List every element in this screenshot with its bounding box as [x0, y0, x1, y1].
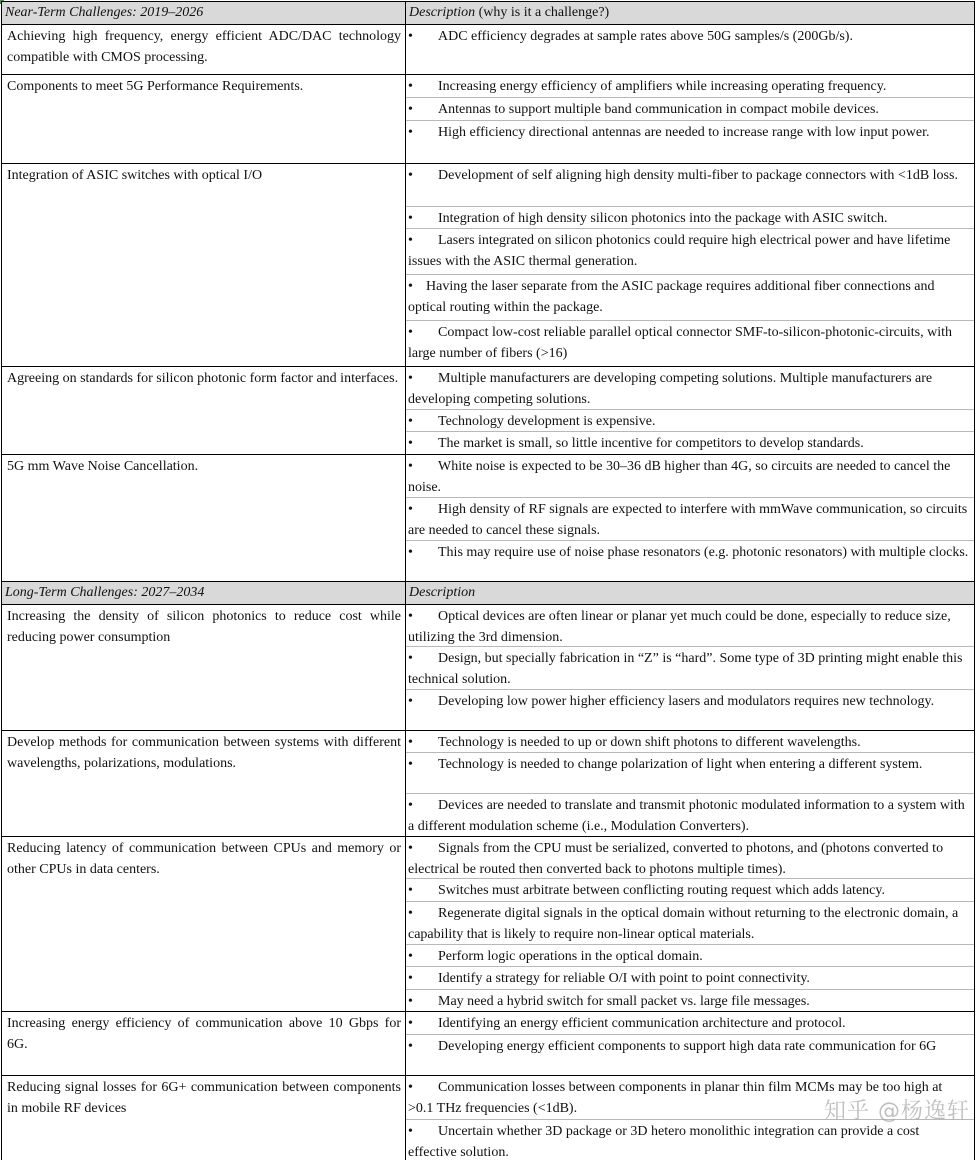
description-item	[406, 367, 974, 410]
challenge-row	[2, 164, 975, 367]
description-text: Signals from the CPU must be serialized, converted to photons, and (photons converted to electrical be routed then converted back to photons multiple times).	[408, 841, 944, 877]
description-text: The market is small, so little incentive for competitors to develop standards.	[438, 436, 864, 451]
near-term-header	[2, 2, 975, 25]
bullet: •	[408, 651, 413, 666]
challenge-row	[2, 837, 975, 1012]
bullet: •	[408, 1039, 413, 1054]
description-item	[406, 121, 974, 163]
description-text: Design, but specially fabrication in “Z” is “hard”. Some type of 3D printing might enable this technical solution.	[408, 651, 963, 687]
bullet: •	[408, 906, 413, 921]
challenge-title: 5G mm Wave Noise Cancellation.	[2, 455, 406, 581]
description-text: ADC efficiency degrades at sample rates above 50G samples/s (200Gb/s).	[438, 29, 853, 44]
description-header	[406, 2, 975, 24]
description-item	[406, 541, 974, 581]
description-item	[406, 410, 974, 432]
description-item	[406, 275, 974, 321]
bullet: •	[408, 994, 413, 1009]
challenge-row	[2, 455, 975, 582]
bullet: •	[408, 841, 413, 856]
description-text: Optical devices are often linear or planar yet much could be done, especially to reduce size, utilizing the 3rd dimension.	[408, 609, 951, 645]
description-item	[406, 731, 974, 753]
description-text: Lasers integrated on silicon photonics could require high electrical power and have lifetime issues with the ASIC thermal generation.	[408, 233, 951, 269]
description-text: White noise is expected to be 30–36 dB higher than 4G, so circuits are needed to cancel the noise.	[408, 459, 951, 495]
bullet: •	[408, 883, 413, 898]
description-item	[406, 990, 974, 1011]
description-text: Technology is needed to up or down shift photons to different wavelengths.	[438, 735, 861, 750]
description-text: Development of self aligning high density multi-fiber to package connectors with <1dB loss.	[438, 168, 958, 183]
description-text: Identifying an energy efficient communication architecture and protocol.	[438, 1016, 846, 1031]
description-item	[406, 229, 974, 275]
description-text: High efficiency directional antennas are needed to increase range with low input power.	[438, 125, 930, 140]
bullet: •	[408, 371, 413, 386]
description-text: Integration of high density silicon photonics into the package with ASIC switch.	[438, 211, 888, 226]
description-text: Switches must arbitrate between conflicting routing request which adds latency.	[438, 883, 885, 898]
challenge-title: Agreeing on standards for silicon photonic form factor and interfaces.	[2, 367, 406, 454]
challenge-title: Reducing signal losses for 6G+ communication between components in mobile RF devices	[2, 1076, 406, 1160]
description-item	[406, 1012, 974, 1035]
description-text: Antennas to support multiple band communication in compact mobile devices.	[438, 102, 879, 117]
description-item	[406, 879, 974, 902]
description-item	[406, 98, 974, 121]
description-item	[406, 1035, 974, 1075]
description-text: Identify a strategy for reliable O/I with point to point connectivity.	[438, 971, 810, 986]
challenge-description	[406, 164, 975, 366]
bullet: •	[408, 735, 413, 750]
bullet: •	[408, 168, 413, 183]
description-item	[406, 432, 974, 454]
bullet: •	[408, 545, 413, 560]
bullet: •	[408, 971, 413, 986]
challenge-description	[406, 25, 975, 74]
challenge-title: Integration of ASIC switches with optical I/O	[2, 164, 406, 366]
bullet: •	[408, 233, 413, 248]
description-text: This may require use of noise phase resonators (e.g. photonic resonators) with multiple clocks.	[438, 545, 969, 560]
description-item	[406, 647, 974, 690]
bullet: •	[408, 279, 413, 294]
description-item	[406, 753, 974, 794]
challenge-description	[406, 731, 975, 836]
bullet: •	[408, 414, 413, 429]
description-item	[406, 75, 974, 98]
description-item	[406, 794, 974, 836]
challenge-description	[406, 455, 975, 581]
description-text: High density of RF signals are expected to interfere with mmWave communication, so circuits are needed to cancel these signals.	[408, 502, 968, 538]
long-term-header	[2, 582, 975, 605]
near-term-header-label: Near-Term Challenges: 2019–2026	[2, 2, 406, 24]
challenge-description	[406, 837, 975, 1011]
description-item	[406, 498, 974, 541]
challenge-row	[2, 367, 975, 455]
challenge-title: Develop methods for communication between systems with different wavelengths, polarizations, modulations.	[2, 731, 406, 836]
bullet: •	[408, 1080, 413, 1095]
bullet: •	[408, 798, 413, 813]
description-item	[406, 690, 974, 730]
challenge-title: Components to meet 5G Performance Requirements.	[2, 75, 406, 163]
challenge-title: Achieving high frequency, energy efficient ADC/DAC technology compatible with CMOS processing.	[2, 25, 406, 74]
description-item	[406, 945, 974, 967]
challenge-row	[2, 1012, 975, 1076]
bullet: •	[408, 757, 413, 772]
description-item	[406, 321, 974, 366]
description-item	[406, 837, 974, 879]
description-text: May need a hybrid switch for small packet vs. large file messages.	[438, 994, 810, 1009]
challenge-description	[406, 75, 975, 163]
challenge-row	[2, 731, 975, 837]
description-text: Technology is needed to change polarization of light when entering a different system.	[438, 757, 923, 772]
bullet: •	[408, 29, 413, 44]
description-item	[406, 902, 974, 945]
description-text: Communication losses between components in planar thin film MCMs may be too high at >0.1 THz frequencies (<1dB).	[408, 1080, 943, 1116]
bullet: •	[408, 325, 413, 340]
description-text: Increasing energy efficiency of amplifiers while increasing operating frequency.	[438, 79, 887, 94]
challenge-title: Increasing energy efficiency of communication above 10 Gbps for 6G.	[2, 1012, 406, 1075]
description-item	[406, 967, 974, 990]
long-term-header-label: Long-Term Challenges: 2027–2034	[2, 582, 406, 604]
description-header: Description	[406, 582, 975, 604]
description-text: Developing low power higher efficiency lasers and modulators requires new technology.	[438, 694, 935, 709]
watermark: 知乎 @杨逸轩	[824, 1099, 970, 1124]
description-text: Regenerate digital signals in the optical domain without returning to the electronic domain, a capability that is likely to require non-linear optical materials.	[408, 906, 959, 942]
challenge-description	[406, 605, 975, 730]
description-header-note: (why is it a challenge?)	[478, 5, 610, 20]
challenge-row	[2, 75, 975, 164]
description-item	[406, 25, 974, 74]
description-text: Uncertain whether 3D package or 3D hetero monolithic integration can provide a cost effective solution.	[408, 1124, 920, 1160]
challenge-description	[406, 367, 975, 454]
description-item	[406, 1120, 974, 1160]
bullet: •	[408, 1124, 413, 1139]
description-text: Having the laser separate from the ASIC package requires additional fiber connections and optical routing within the package.	[408, 279, 935, 315]
description-text: Multiple manufacturers are developing competing solutions. Multiple manufacturers are developing competing solutions.	[408, 371, 933, 407]
bullet: •	[408, 79, 413, 94]
description-header-label: Description	[409, 5, 476, 20]
description-text: Compact low-cost reliable parallel optical connector SMF-to-silicon-photonic-circuits, with large number of fibers (>16)	[408, 325, 952, 361]
challenge-title: Increasing the density of silicon photonics to reduce cost while reducing power consumption	[2, 605, 406, 730]
description-item	[406, 164, 974, 207]
description-text: Devices are needed to translate and transmit photonic modulated information to a system with a different modulation scheme (i.e., Modulation Converters).	[408, 798, 965, 834]
bullet: •	[408, 459, 413, 474]
challenge-row	[2, 25, 975, 75]
bullet: •	[408, 1016, 413, 1031]
description-text: Technology development is expensive.	[438, 414, 656, 429]
challenge-title: Reducing latency of communication between CPUs and memory or other CPUs in data centers.	[2, 837, 406, 1011]
description-text: Developing energy efficient components to support high data rate communication for 6G	[438, 1039, 937, 1054]
bullet: •	[408, 949, 413, 964]
bullet: •	[408, 502, 413, 517]
bullet: •	[408, 211, 413, 226]
challenges-table	[1, 1, 975, 1160]
bullet: •	[408, 694, 413, 709]
description-item	[406, 207, 974, 229]
bullet: •	[408, 436, 413, 451]
challenge-description	[406, 1012, 975, 1075]
description-item	[406, 455, 974, 498]
description-item	[406, 605, 974, 647]
bullet: •	[408, 125, 413, 140]
challenge-row	[2, 605, 975, 731]
bullet: •	[408, 609, 413, 624]
bullet: •	[408, 102, 413, 117]
description-text: Perform logic operations in the optical domain.	[438, 949, 703, 964]
